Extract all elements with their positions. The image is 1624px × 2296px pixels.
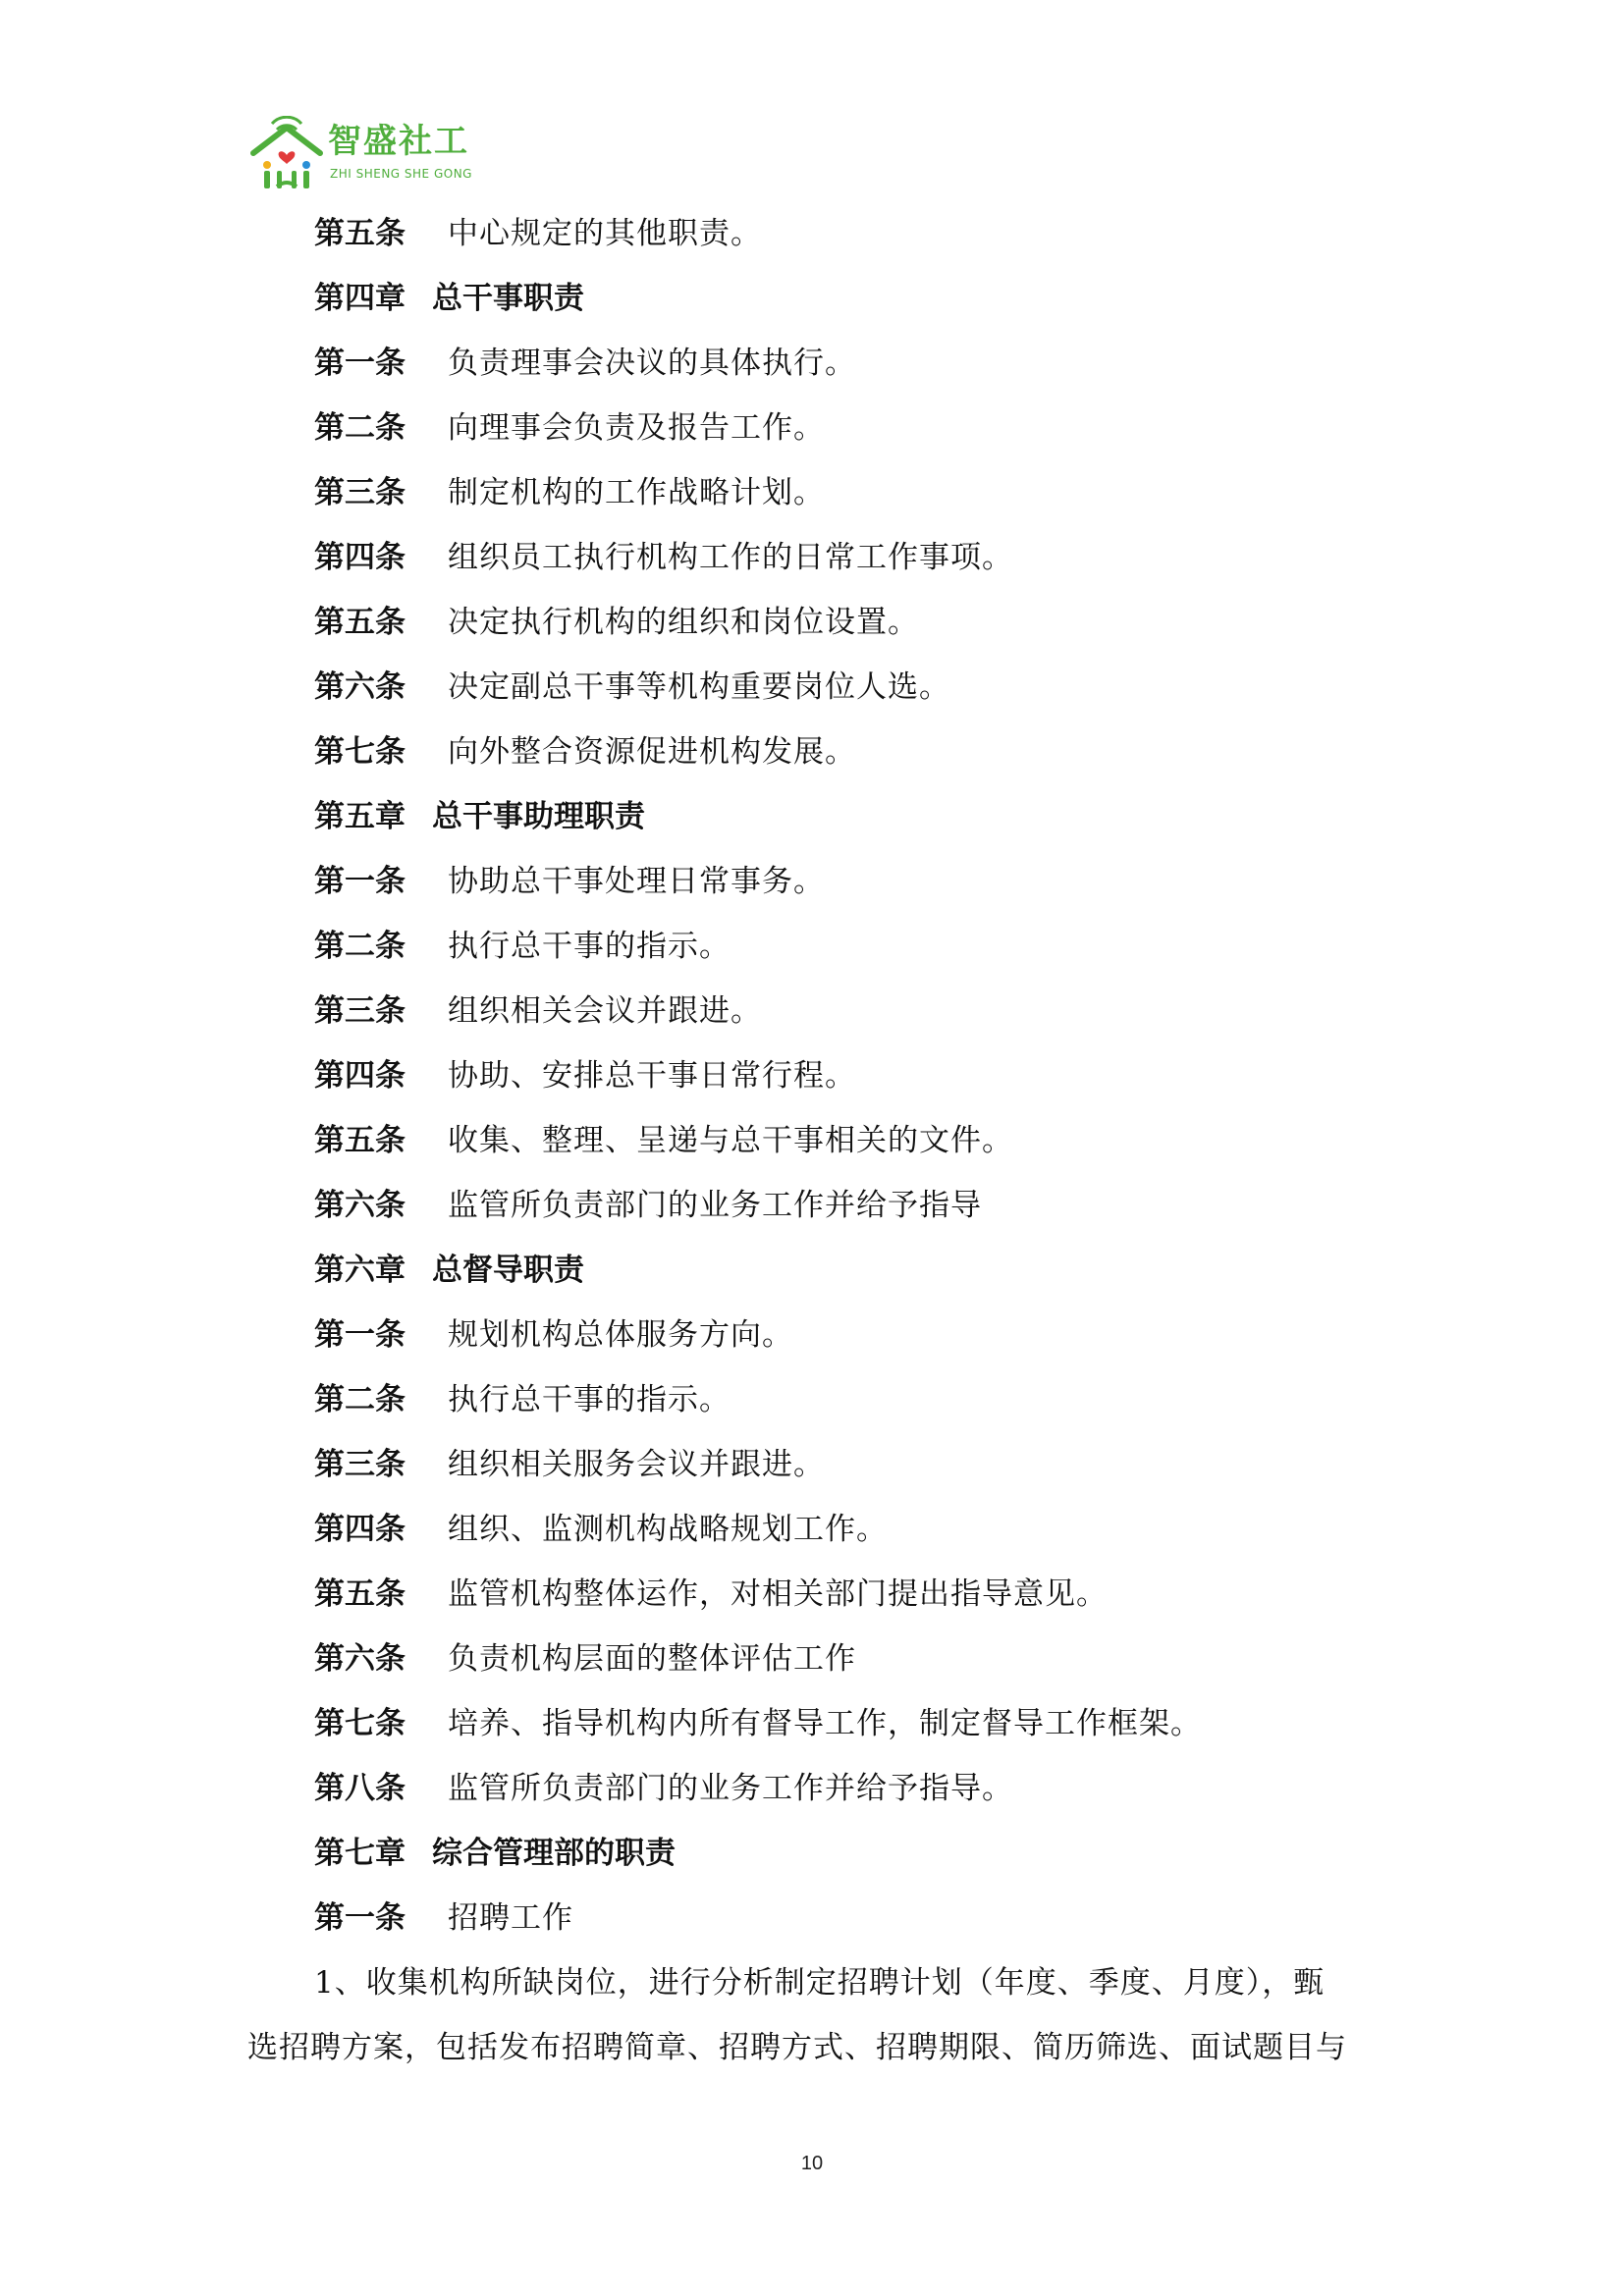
article-line <box>0 655 1624 720</box>
article-text: 协助、安排总干事日常行程。 <box>448 1058 856 1094</box>
article-text: 执行总干事的指示。 <box>448 929 731 964</box>
article-text: 制定机构的工作战略计划。 <box>448 475 825 510</box>
article-label: 第六条 <box>314 669 406 705</box>
article-line <box>0 331 1624 396</box>
article-line <box>0 460 1624 525</box>
article-text: 组织相关会议并跟进。 <box>448 993 762 1029</box>
article-label: 第五条 <box>314 1123 406 1158</box>
article-line <box>0 201 1624 266</box>
article-line <box>0 1497 1624 1562</box>
article-label: 第五条 <box>314 216 406 251</box>
article-text: 监管机构整体运作，对相关部门提出指导意见。 <box>448 1576 1108 1612</box>
document-body <box>0 201 1624 1950</box>
article-line <box>0 1691 1624 1756</box>
chapter-title: 总干事职责 <box>432 281 584 316</box>
chapter-label: 第六章 <box>314 1253 406 1288</box>
article-text: 执行总干事的指示。 <box>448 1382 731 1417</box>
page-number: 10 <box>800 2153 824 2174</box>
article-text: 规划机构总体服务方向。 <box>448 1317 793 1353</box>
article-label: 第一条 <box>314 1317 406 1353</box>
logo-title: 智盛社工 <box>328 122 469 161</box>
article-line <box>0 590 1624 655</box>
article-text: 决定副总干事等机构重要岗位人选。 <box>448 669 950 705</box>
article-label: 第三条 <box>314 475 406 510</box>
article-label: 第一条 <box>314 1900 406 1936</box>
chapter-label: 第五章 <box>314 799 406 834</box>
article-text: 协助总干事处理日常事务。 <box>448 864 825 899</box>
chapter-heading <box>0 784 1624 849</box>
article-text: 组织、监测机构战略规划工作。 <box>448 1512 888 1547</box>
article-text: 组织相关服务会议并跟进。 <box>448 1447 825 1482</box>
article-text: 收集、整理、呈递与总干事相关的文件。 <box>448 1123 1013 1158</box>
article-label: 第五条 <box>314 1576 406 1612</box>
article-label: 第八条 <box>314 1771 406 1806</box>
article-label: 第七条 <box>314 734 406 770</box>
chapter-title: 总督导职责 <box>432 1253 584 1288</box>
article-text: 培养、指导机构内所有督导工作，制定督导工作框架。 <box>448 1706 1202 1741</box>
chapter-label: 第七章 <box>314 1836 406 1871</box>
article-label: 第二条 <box>314 929 406 964</box>
chapter-heading <box>0 266 1624 331</box>
article-text: 监管所负责部门的业务工作并给予指导 <box>448 1188 982 1223</box>
logo <box>247 116 483 194</box>
article-line <box>0 1886 1624 1950</box>
article-line <box>0 1173 1624 1238</box>
paragraph-line-2: 选招聘方案，包括发布招聘简章、招聘方式、招聘期限、简历筛选、面试题目与 <box>247 2030 1347 2065</box>
article-line <box>0 1562 1624 1627</box>
article-line <box>0 396 1624 460</box>
article-label: 第四条 <box>314 540 406 575</box>
article-text: 向外整合资源促进机构发展。 <box>448 734 856 770</box>
article-line <box>0 1432 1624 1497</box>
article-text: 决定执行机构的组织和岗位设置。 <box>448 605 919 640</box>
chapter-label: 第四章 <box>314 281 406 316</box>
article-label: 第二条 <box>314 1382 406 1417</box>
article-line <box>0 1108 1624 1173</box>
article-text: 负责理事会决议的具体执行。 <box>448 346 856 381</box>
article-text: 向理事会负责及报告工作。 <box>448 410 825 446</box>
paragraph-line-1: 1、收集机构所缺岗位，进行分析制定招聘计划（年度、季度、月度），甄 <box>314 1965 1326 2001</box>
article-label: 第三条 <box>314 993 406 1029</box>
article-label: 第一条 <box>314 864 406 899</box>
article-line <box>0 1367 1624 1432</box>
chapter-title: 总干事助理职责 <box>432 799 645 834</box>
chapter-heading <box>0 1238 1624 1303</box>
logo-house-icon <box>247 116 326 194</box>
article-label: 第三条 <box>314 1447 406 1482</box>
article-text: 招聘工作 <box>448 1900 573 1936</box>
logo-subtitle: ZHI SHENG SHE GONG <box>330 167 472 181</box>
paragraph <box>247 1950 1386 2080</box>
article-text: 组织员工执行机构工作的日常工作事项。 <box>448 540 1013 575</box>
article-label: 第一条 <box>314 346 406 381</box>
article-line <box>0 979 1624 1043</box>
article-text: 负责机构层面的整体评估工作 <box>448 1641 856 1677</box>
article-line <box>0 1756 1624 1821</box>
article-label: 第四条 <box>314 1058 406 1094</box>
article-label: 第二条 <box>314 410 406 446</box>
article-label: 第六条 <box>314 1188 406 1223</box>
article-label: 第四条 <box>314 1512 406 1547</box>
article-line <box>0 914 1624 979</box>
article-line <box>0 1627 1624 1691</box>
article-label: 第七条 <box>314 1706 406 1741</box>
article-line <box>0 1043 1624 1108</box>
article-label: 第五条 <box>314 605 406 640</box>
article-text: 监管所负责部门的业务工作并给予指导。 <box>448 1771 1013 1806</box>
chapter-title: 综合管理部的职责 <box>432 1836 676 1871</box>
article-line <box>0 720 1624 784</box>
article-line <box>0 1303 1624 1367</box>
article-line <box>0 849 1624 914</box>
article-text: 中心规定的其他职责。 <box>448 216 762 251</box>
article-label: 第六条 <box>314 1641 406 1677</box>
article-line <box>0 525 1624 590</box>
chapter-heading <box>0 1821 1624 1886</box>
